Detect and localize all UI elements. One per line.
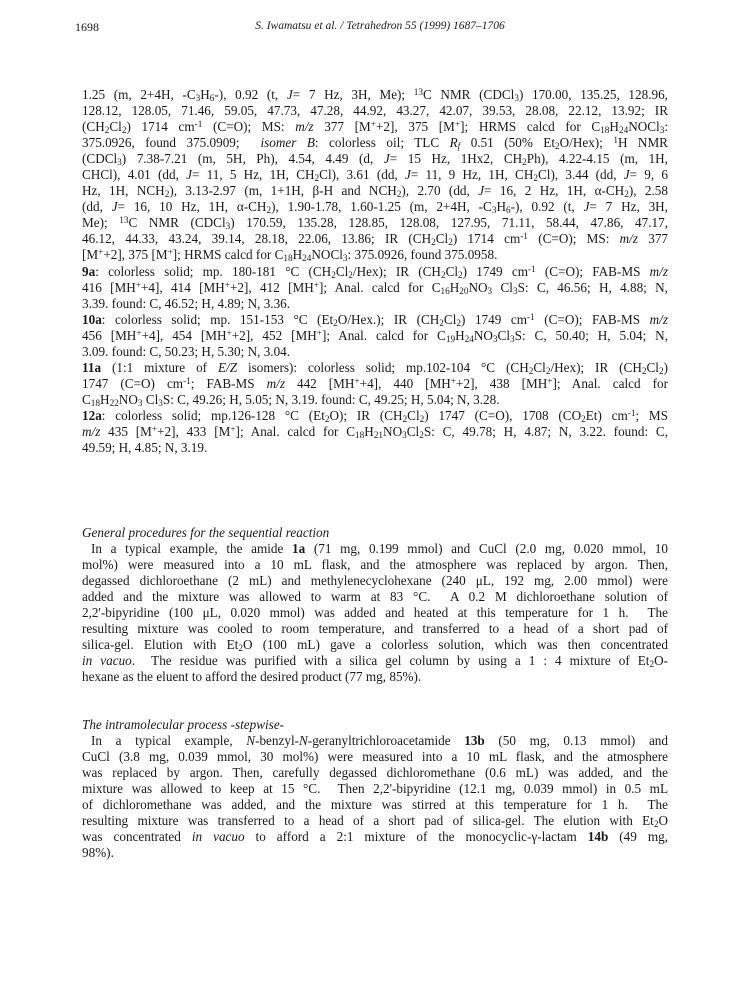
text-line: degassed dichloroethane (2 mL) and methylenecyclohexane (240 μL, 192 mg, 2.00 mmol) were bbox=[82, 573, 668, 589]
text-line: of dichloromethane was added, and the mixture was stirred at this temperature for 1 h. The bbox=[82, 797, 668, 813]
text-line: 456 [MH++4], 454 [MH++2], 452 [MH+]; Anal. calcd for $C_{19}H_{24}NO_3Cl_3S$: C, 50.40; H, 5.04; N, bbox=[82, 327, 668, 344]
text-line: added and the mixture was allowed to warm at 83 °C. A 0.2 M dichloroethane solution of bbox=[82, 589, 668, 605]
text-line: in vacuo. The residue was purified with a silica gel column by using a 1 : 4 mixture of $Et_2O-$ bbox=[82, 653, 668, 670]
text-line: silica-gel. Elution with $Et_2O$ (100 mL) gave a colorless solution, which was then concentrated bbox=[82, 637, 668, 654]
text-line: 3.09. found: C, 50.23; H, 5.30; N, 3.04. bbox=[82, 343, 291, 359]
text-line: $(CH_2Cl_2)$ 1714 $cm^{-1}$ (C=O); MS: m/z 377 [M++2], 375 [M+]; HRMS calcd for $C_{18}H_{24}NOCl_3$: bbox=[82, 119, 668, 136]
text-line: resulting mixture was transferred to a head of a short pad of silica-gel. The elution with $Et_2O$ bbox=[82, 813, 668, 830]
text-line: m/z 435 [M++2], 433 [M+]; Anal. calcd for $C_{18}H_{21}NO_3Cl_2S$: C, 49.78; H, 4.87; N, 3.22. found: C, bbox=[82, 423, 669, 440]
text-line: (CDCl$_3$) 7.38-7.21 (m, 5H, Ph), 4.54, 4.49 (d, J= 15 Hz, 1Hx2, $CH_2Ph$), 4.22-4.15 (m, 1H, bbox=[82, 151, 668, 168]
text-line: resulting mixture was cooled to room temperature, and transferred to a head of a short pad of bbox=[82, 621, 668, 637]
section-intramolecular-process bbox=[82, 717, 668, 861]
text-line: In a typical example, N-benzyl-N-geranyltrichloroacetamide 13b (50 mg, 0.13 mmol) and bbox=[91, 733, 668, 748]
text-line: 128.12, 128.05, 71.46, 59.05, 47.73, 47.28, 44.92, 43.27, 42.07, 39.53, 28.08, 22.12, 13.92; IR bbox=[82, 103, 668, 119]
page-number: 1698 bbox=[75, 20, 99, 34]
section-title: The intramolecular process -stepwise- bbox=[82, 717, 285, 732]
text-line: 1747 (C=O) $cm^{-1}$; FAB-MS m/z 442 [MH++4], 440 [MH++2], 438 [MH+]; Anal. calcd for bbox=[82, 375, 668, 391]
text-line: CHCl), 4.01 (dd, J= 11, 5 Hz, 1H, $CH_2Cl$), 3.61 (dd, J= 11, 9 Hz, 1H, $CH_2Cl$), 3.44 (dd, J= 9, 6 bbox=[82, 167, 668, 184]
text-line: 49.59; H, 4.85; N, 3.19. bbox=[82, 440, 208, 456]
text-line: mol%) were measured into a 10 mL flask, and the atmosphere was replaced by argon. Then, bbox=[82, 557, 668, 573]
text-line: Me); $^{13}$C NMR (CDCl$_3$) 170.59, 135.28, 128.85, 128.08, 127.95, 71.11, 58.44, 47.86, 47.17, bbox=[82, 215, 669, 232]
text-line: 46.12, 44.33, 43.24, 39.14, 28.18, 22.06, 13.86; IR $(CH_2Cl_2)$ 1714 $cm^{-1}$ (C=O); MS: m/z 377 bbox=[82, 231, 669, 248]
experimental-data-block bbox=[82, 87, 668, 456]
section-sequential-reaction bbox=[82, 525, 668, 685]
text-line: 375.0926, found 375.0909; isomer B: colorless oil; TLC $R_f$ 0.51 (50% $Et_2O/Hex$); $^1$H NMR bbox=[82, 135, 668, 152]
text-line: Hz, 1H, $NCH_2$), 3.13-2.97 (m, 1+1H, β-H and $NCH_2$), 2.70 (dd, J= 16, 2 Hz, 1H, $\alpha-CH_2$), 2.58 bbox=[82, 183, 668, 200]
text-line: 2,2'-bipyridine (100 μL, 0.020 mmol) was added and heated at this temperature for 1 h. The bbox=[82, 605, 668, 621]
text-line: [M++2], 375 [M+]; HRMS calcd for $C_{18}H_{24}NOCl_3$: 375.0926, found 375.0958. bbox=[82, 247, 498, 264]
text-line: CuCl (3.8 mg, 0.039 mmol, 30 mol%) were measured into a 10 mL flask, and the atmosphere bbox=[82, 749, 668, 765]
compound-11a: 11a (1:1 mixture of E/Z isomers): colorless solid; mp.102-104 °C $(CH_2Cl_2/Hex)$; IR $(CH_2Cl_2)$ bbox=[82, 359, 669, 376]
text-line: 1.25 (m, 2+4H, $-C_3H_6-$), 0.92 (t, J= 7 Hz, 3H, Me); $^{13}$C NMR (CDCl$_3$) 170.00, 135.25, 128.96, bbox=[82, 87, 668, 103]
text-line: mixture was allowed to keep at 15 °C. Then 2,2'-bipyridine (12.1 mg, 0.039 mmol) in 0.5 mL bbox=[82, 781, 668, 797]
text-line: 3.39. found: C, 46.52; H, 4.89; N, 3.36. bbox=[82, 295, 291, 311]
text-line: $C_{18}H_{22}NO_3$ $Cl_3S$: C, 49.26; H, 5.05; N, 3.19. found: C, 49.25; H, 5.04; N, 3.28. bbox=[82, 391, 500, 408]
section-title: General procedures for the sequential reaction bbox=[82, 525, 330, 540]
running-head: S. Iwamatsu et al. / Tetrahedron 55 (1999) 1687–1706 bbox=[255, 20, 505, 32]
text-line: In a typical example, the amide 1a (71 mg, 0.199 mmol) and CuCl (2.0 mg, 0.020 mmol, 10 bbox=[91, 541, 668, 556]
compound-9a: 9a: colorless solid; mp. 180-181 °C $(CH_2Cl_2/Hex)$; IR $(CH_2Cl_2)$ 1749 $cm^{-1}$ (C=O); FAB-MS m/z bbox=[82, 263, 668, 280]
text-line: 98%). bbox=[82, 845, 114, 861]
compound-10a: 10a: colorless solid; mp. 151-153 °C $(Et_2O/Hex.)$; IR $(CH_2Cl_2)$ 1749 $cm^{-1}$ (C=O); FAB-MS m/z bbox=[82, 311, 668, 328]
text-line: was replaced by argon. Then, carefully degassed dichloromethane (0.6 mL) was added, and the bbox=[82, 765, 668, 781]
text-line: 416 [MH++4], 414 [MH++2], 412 [MH+]; Anal. calcd for $C_{16}H_{20}NO_3$ $Cl_3S$: C, 46.56; H, 4.88; N, bbox=[82, 279, 668, 296]
text-line: hexane as the eluent to afford the desired product (77 mg, 85%). bbox=[82, 669, 422, 685]
text-line: was concentrated in vacuo to afford a 2:1 mixture of the monocyclic-γ-lactam 14b (49 mg, bbox=[82, 829, 668, 845]
text-line: (dd, J= 16, 10 Hz, 1H, $\alpha-CH_2$), 1.90-1.78, 1.60-1.25 (m, 2+4H, $-C_3H_6-$), 0.92 (t, J= 7 Hz, 3H, bbox=[82, 199, 668, 216]
page-header bbox=[75, 20, 685, 36]
compound-12a: 12a: colorless solid; mp.126-128 °C $(Et_2O)$; IR $(CH_2Cl_2)$ 1747 (C=O), 1708 $(CO_2Et)$ $cm^{-1}$; MS bbox=[82, 407, 668, 424]
